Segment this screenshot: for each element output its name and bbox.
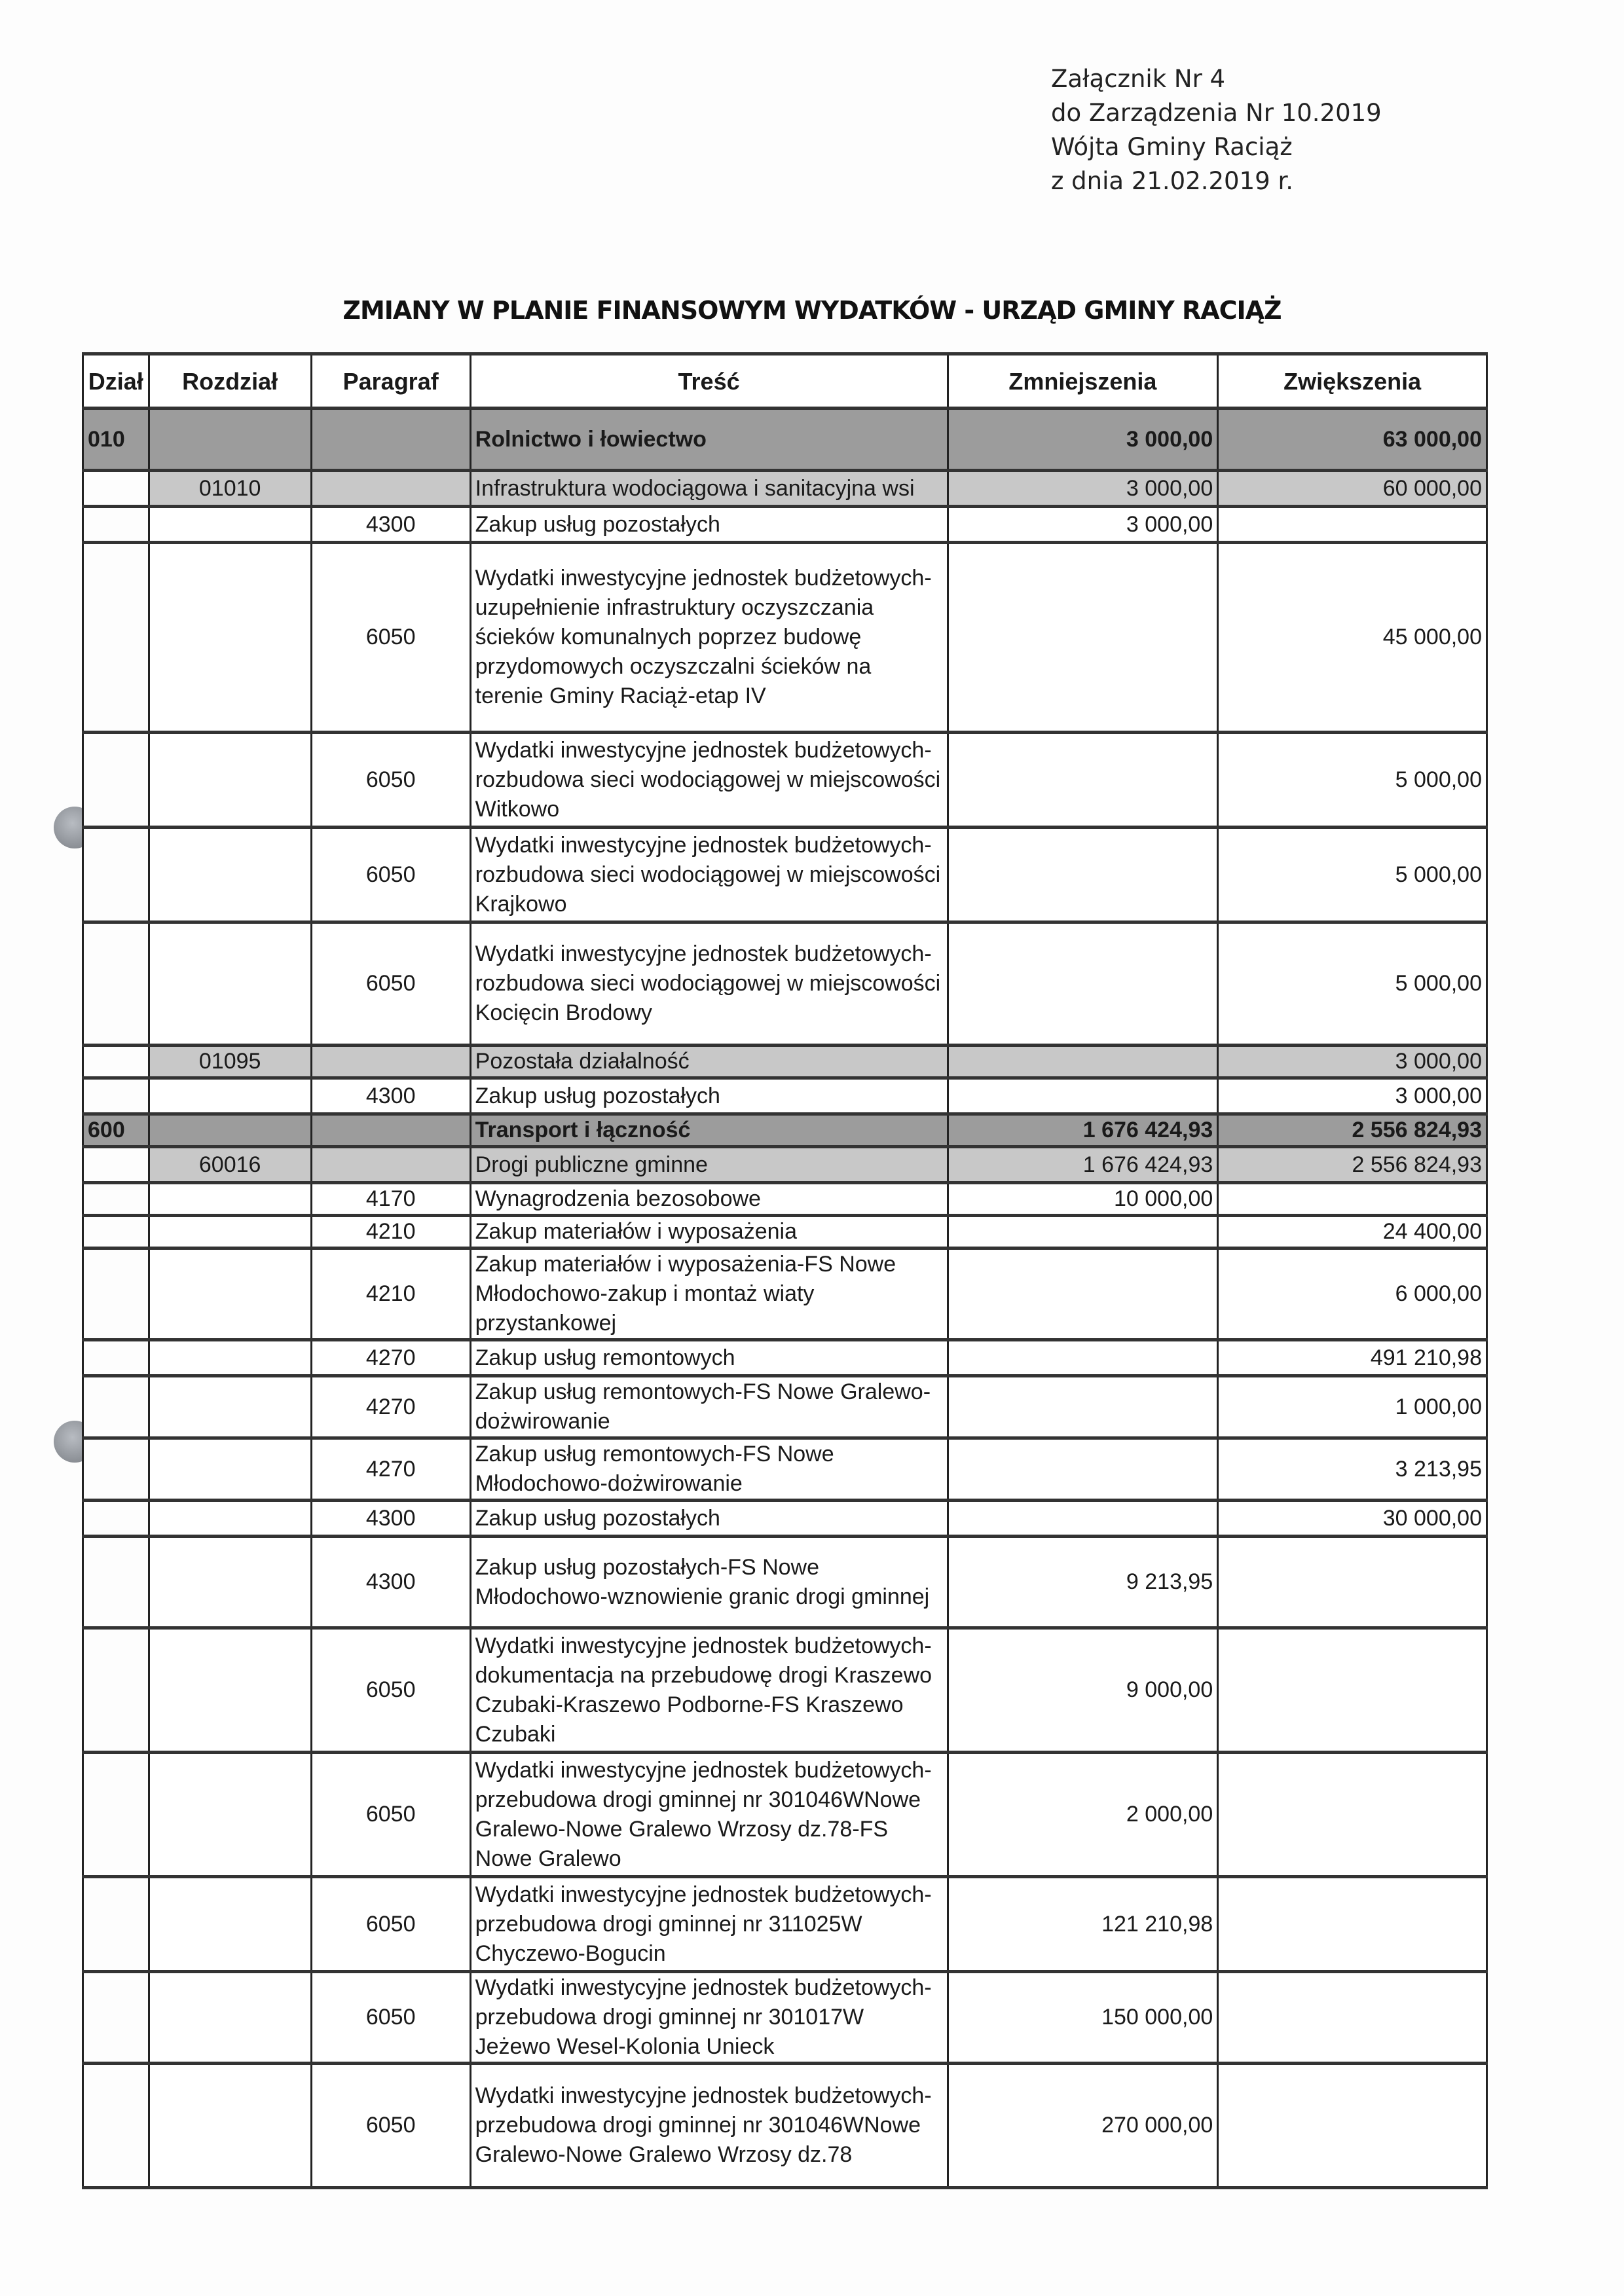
annex-ordinance: do Zarządzenia Nr 10.2019	[1051, 99, 1382, 127]
cell-zmniejszenia: 1 676 424,93	[948, 1114, 1218, 1147]
cell-dzial	[83, 1877, 149, 1972]
table-row	[83, 1078, 1487, 1114]
cell-dzial	[83, 1147, 149, 1183]
cell-zwiekszenia: 63 000,00	[1218, 409, 1487, 471]
cell-paragraf: 6050	[311, 2064, 470, 2188]
chapter-row	[83, 1147, 1487, 1183]
table-row	[83, 2064, 1487, 2188]
cell-zwiekszenia: 5 000,00	[1218, 733, 1487, 828]
cell-zwiekszenia	[1218, 1628, 1487, 1753]
cell-paragraf: 4300	[311, 1078, 470, 1114]
cell-rozdzial	[149, 1628, 311, 1753]
cell-rozdzial	[149, 543, 311, 733]
cell-zmniejszenia	[948, 1216, 1218, 1248]
cell-dzial	[83, 1340, 149, 1376]
cell-zmniejszenia	[948, 1248, 1218, 1340]
cell-zmniejszenia	[948, 922, 1218, 1046]
cell-rozdzial	[149, 922, 311, 1046]
cell-paragraf	[311, 1046, 470, 1078]
cell-rozdzial	[149, 1183, 311, 1216]
document-title: ZMIANY W PLANIE FINANSOWYM WYDATKÓW - URZĄD GMINY RACIĄŻ	[342, 296, 1282, 325]
cell-rozdzial	[149, 1216, 311, 1248]
cell-tresc: Wydatki inwestycyjne jednostek budżetowych-rozbudowa sieci wodociągowej w miejscowości Kocięcin Brodowy	[470, 922, 948, 1046]
cell-paragraf: 4270	[311, 1340, 470, 1376]
cell-zmniejszenia: 121 210,98	[948, 1877, 1218, 1972]
cell-rozdzial	[149, 507, 311, 543]
cell-zwiekszenia	[1218, 1753, 1487, 1877]
cell-tresc: Zakup usług pozostałych-FS Nowe Młodochowo-wznowienie granic drogi gminnej	[470, 1537, 948, 1628]
header-tresc: Treść	[470, 354, 948, 409]
section-row	[83, 1114, 1487, 1147]
cell-zmniejszenia	[948, 828, 1218, 922]
table-row	[83, 1501, 1487, 1537]
cell-paragraf	[311, 1147, 470, 1183]
cell-rozdzial: 01095	[149, 1046, 311, 1078]
cell-zwiekszenia: 45 000,00	[1218, 543, 1487, 733]
table-row	[83, 1183, 1487, 1216]
annex-date: z dnia 21.02.2019 r.	[1051, 167, 1294, 195]
cell-rozdzial	[149, 2064, 311, 2188]
cell-tresc: Wydatki inwestycyjne jednostek budżetowych-uzupełnienie infrastruktury oczyszczania ścieków komunalnych poprzez budowę przydomowych oczyszczalni ścieków na terenie Gminy Raciąż-etap IV	[470, 543, 948, 733]
cell-rozdzial	[149, 828, 311, 922]
annex-reference	[1051, 62, 1382, 198]
cell-zmniejszenia	[948, 1501, 1218, 1537]
chapter-row	[83, 471, 1487, 507]
table-row	[83, 1753, 1487, 1877]
cell-tresc: Zakup usług pozostałych	[470, 507, 948, 543]
cell-zmniejszenia: 9 213,95	[948, 1537, 1218, 1628]
cell-zwiekszenia: 1 000,00	[1218, 1376, 1487, 1438]
cell-zmniejszenia: 10 000,00	[948, 1183, 1218, 1216]
cell-rozdzial: 60016	[149, 1147, 311, 1183]
cell-rozdzial	[149, 1340, 311, 1376]
cell-rozdzial	[149, 1972, 311, 2064]
cell-paragraf: 6050	[311, 733, 470, 828]
cell-rozdzial	[149, 409, 311, 471]
cell-tresc: Drogi publiczne gminne	[470, 1147, 948, 1183]
annex-issuer: Wójta Gminy Raciąż	[1051, 133, 1293, 161]
expenditure-changes-table	[82, 352, 1488, 2189]
cell-zmniejszenia	[948, 733, 1218, 828]
cell-paragraf: 4210	[311, 1248, 470, 1340]
cell-dzial	[83, 1248, 149, 1340]
cell-paragraf: 6050	[311, 922, 470, 1046]
cell-zwiekszenia	[1218, 507, 1487, 543]
cell-tresc: Zakup materiałów i wyposażenia-FS Nowe Młodochowo-zakup i montaż wiaty przystankowej	[470, 1248, 948, 1340]
cell-paragraf	[311, 1114, 470, 1147]
cell-tresc: Pozostała działalność	[470, 1046, 948, 1078]
cell-paragraf	[311, 409, 470, 471]
cell-rozdzial	[149, 1248, 311, 1340]
cell-zwiekszenia: 24 400,00	[1218, 1216, 1487, 1248]
cell-zmniejszenia	[948, 1376, 1218, 1438]
cell-dzial	[83, 2064, 149, 2188]
table-row	[83, 1376, 1487, 1438]
cell-zmniejszenia: 3 000,00	[948, 471, 1218, 507]
table-row	[83, 507, 1487, 543]
table-row	[83, 733, 1487, 828]
cell-dzial: 010	[83, 409, 149, 471]
cell-zwiekszenia: 5 000,00	[1218, 828, 1487, 922]
cell-paragraf: 4170	[311, 1183, 470, 1216]
table-row	[83, 1537, 1487, 1628]
cell-dzial	[83, 1501, 149, 1537]
cell-tresc: Wydatki inwestycyjne jednostek budżetowych-rozbudowa sieci wodociągowej w miejscowości Krajkowo	[470, 828, 948, 922]
cell-dzial	[83, 1753, 149, 1877]
cell-zmniejszenia: 3 000,00	[948, 507, 1218, 543]
cell-zmniejszenia	[948, 1340, 1218, 1376]
cell-zmniejszenia	[948, 1078, 1218, 1114]
cell-dzial	[83, 1046, 149, 1078]
cell-tresc: Wydatki inwestycyjne jednostek budżetowych-przebudowa drogi gminnej nr 301046WNowe Gralewo-Nowe Gralewo Wrzosy dz.78	[470, 2064, 948, 2188]
cell-zwiekszenia: 5 000,00	[1218, 922, 1487, 1046]
cell-zwiekszenia: 3 000,00	[1218, 1078, 1487, 1114]
cell-rozdzial	[149, 1501, 311, 1537]
cell-dzial	[83, 828, 149, 922]
section-row	[83, 409, 1487, 471]
cell-zwiekszenia: 2 556 824,93	[1218, 1114, 1487, 1147]
cell-paragraf: 4210	[311, 1216, 470, 1248]
table-row	[83, 1628, 1487, 1753]
cell-zwiekszenia: 30 000,00	[1218, 1501, 1487, 1537]
cell-paragraf	[311, 471, 470, 507]
cell-tresc: Rolnictwo i łowiectwo	[470, 409, 948, 471]
table-row	[83, 1438, 1487, 1501]
cell-dzial	[83, 1183, 149, 1216]
cell-tresc: Zakup usług remontowych-FS Nowe Młodochowo-dożwirowanie	[470, 1438, 948, 1501]
cell-paragraf: 6050	[311, 828, 470, 922]
table-row	[83, 1340, 1487, 1376]
table-row	[83, 828, 1487, 922]
cell-dzial	[83, 1078, 149, 1114]
cell-tresc: Infrastruktura wodociągowa i sanitacyjna wsi	[470, 471, 948, 507]
cell-paragraf: 4300	[311, 1537, 470, 1628]
header-zmniejszenia: Zmniejszenia	[948, 354, 1218, 409]
header-rozdzial: Rozdział	[149, 354, 311, 409]
cell-rozdzial	[149, 1376, 311, 1438]
cell-zwiekszenia	[1218, 1183, 1487, 1216]
cell-dzial	[83, 507, 149, 543]
cell-paragraf: 6050	[311, 1972, 470, 2064]
table-header-row	[83, 354, 1487, 409]
cell-dzial	[83, 1438, 149, 1501]
chapter-row	[83, 1046, 1487, 1078]
cell-paragraf: 6050	[311, 543, 470, 733]
table-row	[83, 543, 1487, 733]
cell-paragraf: 6050	[311, 1877, 470, 1972]
cell-dzial	[83, 1216, 149, 1248]
header-dzial: Dział	[83, 354, 149, 409]
cell-zwiekszenia: 3 213,95	[1218, 1438, 1487, 1501]
cell-tresc: Zakup materiałów i wyposażenia	[470, 1216, 948, 1248]
cell-dzial	[83, 1537, 149, 1628]
cell-tresc: Wydatki inwestycyjne jednostek budżetowych-przebudowa drogi gminnej nr 311025W Chyczewo-Bogucin	[470, 1877, 948, 1972]
cell-paragraf: 4300	[311, 507, 470, 543]
cell-dzial: 600	[83, 1114, 149, 1147]
table-row	[83, 1972, 1487, 2064]
cell-zmniejszenia: 2 000,00	[948, 1753, 1218, 1877]
cell-tresc: Transport i łączność	[470, 1114, 948, 1147]
cell-zmniejszenia: 270 000,00	[948, 2064, 1218, 2188]
cell-zmniejszenia	[948, 1438, 1218, 1501]
cell-zwiekszenia	[1218, 1537, 1487, 1628]
cell-dzial	[83, 471, 149, 507]
cell-zwiekszenia: 2 556 824,93	[1218, 1147, 1487, 1183]
cell-zwiekszenia: 6 000,00	[1218, 1248, 1487, 1340]
cell-paragraf: 4270	[311, 1376, 470, 1438]
table-row	[83, 922, 1487, 1046]
cell-rozdzial	[149, 1877, 311, 1972]
cell-zmniejszenia	[948, 543, 1218, 733]
cell-dzial	[83, 1972, 149, 2064]
cell-paragraf: 6050	[311, 1628, 470, 1753]
cell-dzial	[83, 1628, 149, 1753]
cell-zwiekszenia: 60 000,00	[1218, 471, 1487, 507]
cell-zmniejszenia: 3 000,00	[948, 409, 1218, 471]
cell-zmniejszenia: 1 676 424,93	[948, 1147, 1218, 1183]
cell-tresc: Wydatki inwestycyjne jednostek budżetowych-rozbudowa sieci wodociągowej w miejscowości Witkowo	[470, 733, 948, 828]
cell-tresc: Wynagrodzenia bezosobowe	[470, 1183, 948, 1216]
cell-tresc: Zakup usług remontowych	[470, 1340, 948, 1376]
table-row	[83, 1248, 1487, 1340]
cell-zwiekszenia: 491 210,98	[1218, 1340, 1487, 1376]
table-row	[83, 1877, 1487, 1972]
cell-rozdzial	[149, 1438, 311, 1501]
cell-dzial	[83, 733, 149, 828]
cell-zwiekszenia	[1218, 2064, 1487, 2188]
cell-zwiekszenia	[1218, 1972, 1487, 2064]
cell-paragraf: 4300	[311, 1501, 470, 1537]
cell-rozdzial	[149, 1078, 311, 1114]
cell-tresc: Wydatki inwestycyjne jednostek budżetowych-przebudowa drogi gminnej nr 301046WNowe Gralewo-Nowe Gralewo Wrzosy dz.78-FS Nowe Gralewo	[470, 1753, 948, 1877]
cell-rozdzial: 01010	[149, 471, 311, 507]
table-row	[83, 1216, 1487, 1248]
cell-tresc: Zakup usług remontowych-FS Nowe Gralewo-dożwirowanie	[470, 1376, 948, 1438]
cell-paragraf: 6050	[311, 1753, 470, 1877]
header-paragraf: Paragraf	[311, 354, 470, 409]
cell-zmniejszenia: 9 000,00	[948, 1628, 1218, 1753]
cell-rozdzial	[149, 733, 311, 828]
cell-zwiekszenia: 3 000,00	[1218, 1046, 1487, 1078]
cell-dzial	[83, 543, 149, 733]
cell-zwiekszenia	[1218, 1877, 1487, 1972]
cell-zmniejszenia	[948, 1046, 1218, 1078]
cell-zmniejszenia: 150 000,00	[948, 1972, 1218, 2064]
cell-dzial	[83, 1376, 149, 1438]
cell-tresc: Zakup usług pozostałych	[470, 1501, 948, 1537]
cell-tresc: Wydatki inwestycyjne jednostek budżetowych-przebudowa drogi gminnej nr 301017W Jeżewo Wesel-Kolonia Unieck	[470, 1972, 948, 2064]
cell-dzial	[83, 922, 149, 1046]
cell-paragraf: 4270	[311, 1438, 470, 1501]
cell-tresc: Zakup usług pozostałych	[470, 1078, 948, 1114]
cell-rozdzial	[149, 1537, 311, 1628]
annex-number: Załącznik Nr 4	[1051, 65, 1226, 93]
cell-rozdzial	[149, 1114, 311, 1147]
cell-tresc: Wydatki inwestycyjne jednostek budżetowych-dokumentacja na przebudowę drogi Kraszewo Czubaki-Kraszewo Podborne-FS Kraszewo Czubaki	[470, 1628, 948, 1753]
cell-rozdzial	[149, 1753, 311, 1877]
header-zwiekszenia: Zwiększenia	[1218, 354, 1487, 409]
